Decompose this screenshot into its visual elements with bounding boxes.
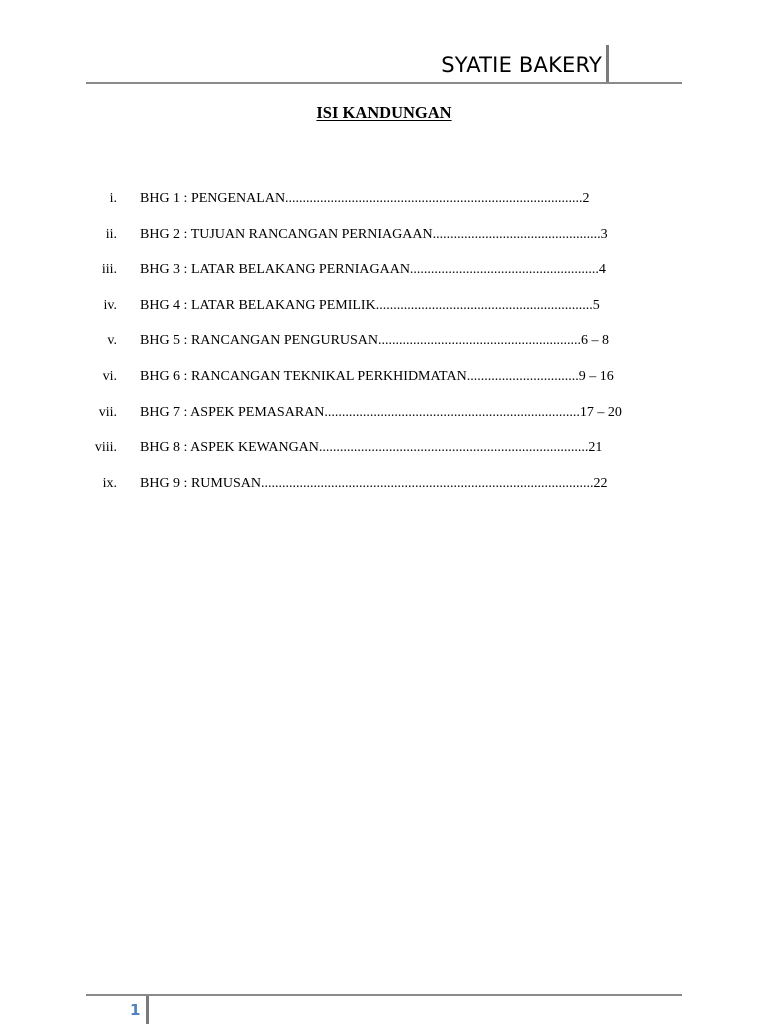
toc-item bbox=[0, 473, 768, 509]
toc-item-text: BHG 3 : LATAR BELAKANG PERNIAGAAN......................................................4 bbox=[140, 262, 606, 278]
toc-item-text: BHG 7 : ASPEK PEMASARAN.........................................................................17 – 20 bbox=[140, 404, 622, 420]
toc-item-text: BHG 8 : ASPEK KEWANGAN.............................................................................21 bbox=[140, 440, 603, 456]
toc-item-number: viii. bbox=[94, 440, 117, 456]
header-title: SYATIE BAKERY bbox=[441, 53, 602, 77]
toc-item bbox=[0, 402, 768, 438]
toc-item-number: vii. bbox=[98, 404, 117, 420]
toc-item bbox=[0, 330, 768, 366]
toc-item-text: BHG 9 : RUMUSAN...............................................................................................22 bbox=[140, 475, 608, 491]
footer-divider bbox=[146, 996, 149, 1024]
toc-list bbox=[0, 188, 768, 508]
toc-item-number: ii. bbox=[105, 226, 117, 242]
footer-rule bbox=[86, 994, 682, 996]
toc-item bbox=[0, 437, 768, 473]
toc-item-text: BHG 2 : TUJUAN RANCANGAN PERNIAGAAN................................................3 bbox=[140, 226, 608, 242]
toc-item bbox=[0, 224, 768, 260]
toc-item-text: BHG 4 : LATAR BELAKANG PEMILIK..............................................................5 bbox=[140, 297, 600, 313]
toc-item-number: iv. bbox=[103, 297, 117, 313]
toc-item-number: vi. bbox=[102, 368, 117, 384]
toc-item bbox=[0, 366, 768, 402]
toc-heading: ISI KANDUNGAN bbox=[316, 103, 452, 122]
toc-item bbox=[0, 188, 768, 224]
toc-item-text: BHG 1 : PENGENALAN.....................................................................................2 bbox=[140, 191, 590, 206]
header-divider bbox=[606, 45, 609, 82]
toc-item-text: BHG 6 : RANCANGAN TEKNIKAL PERKHIDMATAN................................9 – 16 bbox=[140, 368, 614, 384]
toc-item-number: v. bbox=[107, 333, 117, 349]
toc-item-number: i. bbox=[109, 191, 117, 206]
toc-item-number: iii. bbox=[101, 262, 117, 278]
toc-item bbox=[0, 295, 768, 331]
toc-item-text: BHG 5 : RANCANGAN PENGURUSAN..........................................................6 – 8 bbox=[140, 333, 610, 349]
header-rule bbox=[86, 82, 682, 84]
page-number: 1 bbox=[130, 1001, 141, 1019]
toc-item bbox=[0, 259, 768, 295]
toc-item-number: ix. bbox=[102, 475, 117, 491]
